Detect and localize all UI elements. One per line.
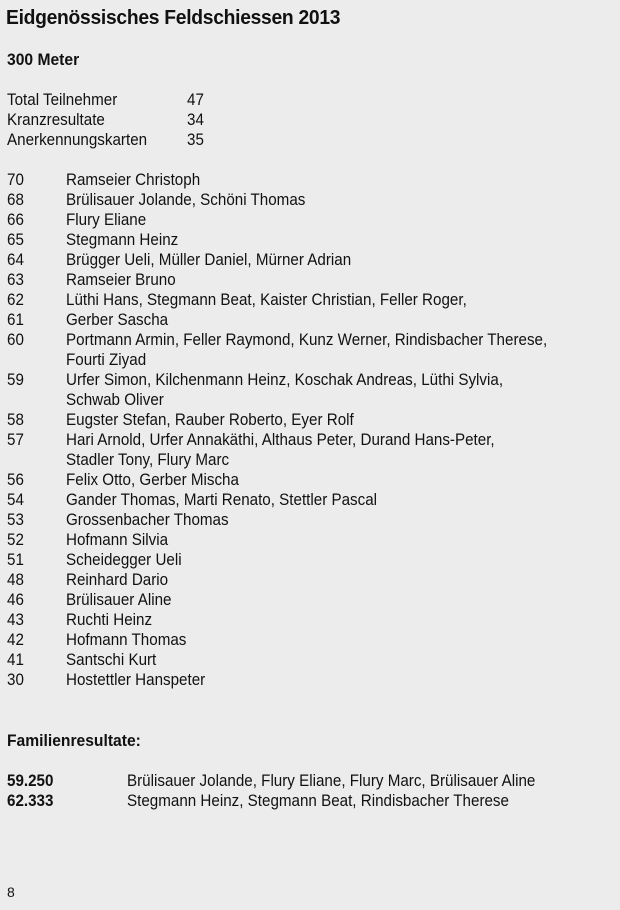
stat-row-kranz [7, 110, 204, 130]
result-names [66, 410, 563, 430]
result-names-line: Gerber Sascha [66, 311, 169, 329]
result-names-line: Stegmann Heinz [66, 231, 179, 249]
result-score: 48 [7, 571, 24, 589]
stat-value: 47 [187, 91, 204, 109]
result-names [66, 210, 563, 230]
result-score: 61 [7, 311, 24, 329]
result-names [66, 610, 563, 630]
result-row [7, 430, 606, 470]
result-score: 66 [7, 211, 24, 229]
result-names-line: Brülisauer Jolande, Schöni Thomas [66, 191, 306, 209]
result-score: 56 [7, 471, 24, 489]
result-names-line: Ramseier Bruno [66, 271, 176, 289]
result-score: 58 [7, 411, 24, 429]
result-row [7, 570, 606, 590]
result-names-line: Ramseier Christoph [66, 171, 201, 189]
result-names [66, 270, 563, 290]
result-names-line: Scheidegger Ueli [66, 551, 182, 569]
page-title: Eidgenössisches Feldschiessen 2013 [6, 6, 341, 29]
result-names-line: Gander Thomas, Marti Renato, Stettler Pascal [66, 491, 378, 509]
result-row [7, 490, 606, 510]
result-names-line: Hofmann Thomas [66, 631, 187, 649]
result-score: 62 [7, 291, 24, 309]
result-names [66, 650, 563, 670]
result-names-line: Eugster Stefan, Rauber Roberto, Eyer Rolf [66, 411, 354, 429]
result-names [66, 310, 563, 330]
result-names [66, 510, 563, 530]
result-names-line: Flury Eliane [66, 211, 147, 229]
result-score: 52 [7, 531, 24, 549]
result-score: 65 [7, 231, 24, 249]
result-row [7, 330, 606, 370]
result-names-line: Felix Otto, Gerber Mischa [66, 471, 239, 489]
result-names-line: Fourti Ziyad [66, 351, 147, 369]
result-names [66, 530, 563, 550]
result-names [66, 250, 563, 270]
section-title: 300 Meter [7, 50, 80, 69]
result-score: 46 [7, 591, 24, 609]
result-names [66, 370, 563, 410]
result-row [7, 210, 606, 230]
result-score: 41 [7, 651, 24, 669]
result-names-line: Brülisauer Aline [66, 591, 172, 609]
result-score: 64 [7, 251, 24, 269]
result-names-line: Schwab Oliver [66, 391, 164, 409]
result-names-line: Hostettler Hanspeter [66, 671, 206, 689]
result-row [7, 290, 606, 310]
result-row [7, 630, 606, 650]
family-score: 62.333 [7, 792, 54, 810]
result-score: 43 [7, 611, 24, 629]
result-row [7, 590, 606, 610]
result-row [7, 650, 606, 670]
results-list [7, 170, 606, 690]
stat-label: Kranzresultate [7, 111, 105, 129]
result-names [66, 590, 563, 610]
result-names [66, 170, 563, 190]
result-score: 57 [7, 431, 24, 449]
stat-label: Total Teilnehmer [7, 91, 118, 109]
result-score: 68 [7, 191, 24, 209]
result-names-line: Ruchti Heinz [66, 611, 153, 629]
result-names-line: Lüthi Hans, Stegmann Beat, Kaister Christian, Feller Roger, [66, 291, 467, 309]
result-score: 60 [7, 331, 24, 349]
result-names-line: Urfer Simon, Kilchenmann Heinz, Koschak Andreas, Lüthi Sylvia, [66, 371, 504, 389]
result-row [7, 530, 606, 550]
result-row [7, 470, 606, 490]
result-names [66, 550, 563, 570]
result-row [7, 250, 606, 270]
stat-label: Anerkennungskarten [7, 131, 148, 149]
result-row [7, 370, 606, 410]
result-names-line: Santschi Kurt [66, 651, 157, 669]
stat-row-participants [7, 90, 204, 110]
result-names [66, 230, 563, 250]
stats-block [7, 90, 204, 150]
result-names-line: Hari Arnold, Urfer Annakäthi, Althaus Peter, Durand Hans-Peter, [66, 431, 495, 449]
result-score: 30 [7, 671, 24, 689]
result-names [66, 630, 563, 650]
stat-value: 35 [187, 131, 204, 149]
result-score: 70 [7, 171, 24, 189]
result-names [66, 430, 563, 470]
result-names [66, 330, 563, 370]
result-row [7, 670, 606, 690]
result-row [7, 310, 606, 330]
result-score: 54 [7, 491, 24, 509]
result-names-line: Hofmann Silvia [66, 531, 169, 549]
result-names-line: Stadler Tony, Flury Marc [66, 451, 230, 469]
result-row [7, 410, 606, 430]
result-score: 53 [7, 511, 24, 529]
result-names [66, 470, 563, 490]
result-row [7, 610, 606, 630]
result-score: 59 [7, 371, 24, 389]
result-row [7, 230, 606, 250]
stat-value: 34 [187, 111, 204, 129]
family-score: 59.250 [7, 772, 54, 790]
result-score: 42 [7, 631, 24, 649]
result-names-line: Grossenbacher Thomas [66, 511, 229, 529]
page-number: 8 [7, 884, 15, 900]
result-names [66, 570, 563, 590]
stat-row-cards [7, 130, 204, 150]
result-row [7, 190, 606, 210]
result-names-line: Portmann Armin, Feller Raymond, Kunz Werner, Rindisbacher Therese, [66, 331, 548, 349]
result-row [7, 510, 606, 530]
result-row [7, 270, 606, 290]
family-names: Stegmann Heinz, Stegmann Beat, Rindisbacher Therese [127, 792, 509, 810]
result-names-line: Brügger Ueli, Müller Daniel, Mürner Adrian [66, 251, 352, 269]
family-results-title: Familienresultate: [7, 731, 141, 750]
result-score: 63 [7, 271, 24, 289]
result-names [66, 290, 563, 310]
result-names [66, 190, 563, 210]
result-score: 51 [7, 551, 24, 569]
result-row [7, 170, 606, 190]
family-names: Brülisauer Jolande, Flury Eliane, Flury Marc, Brülisauer Aline [127, 772, 536, 790]
result-row [7, 550, 606, 570]
result-names [66, 670, 563, 690]
result-names-line: Reinhard Dario [66, 571, 169, 589]
result-names [66, 490, 563, 510]
